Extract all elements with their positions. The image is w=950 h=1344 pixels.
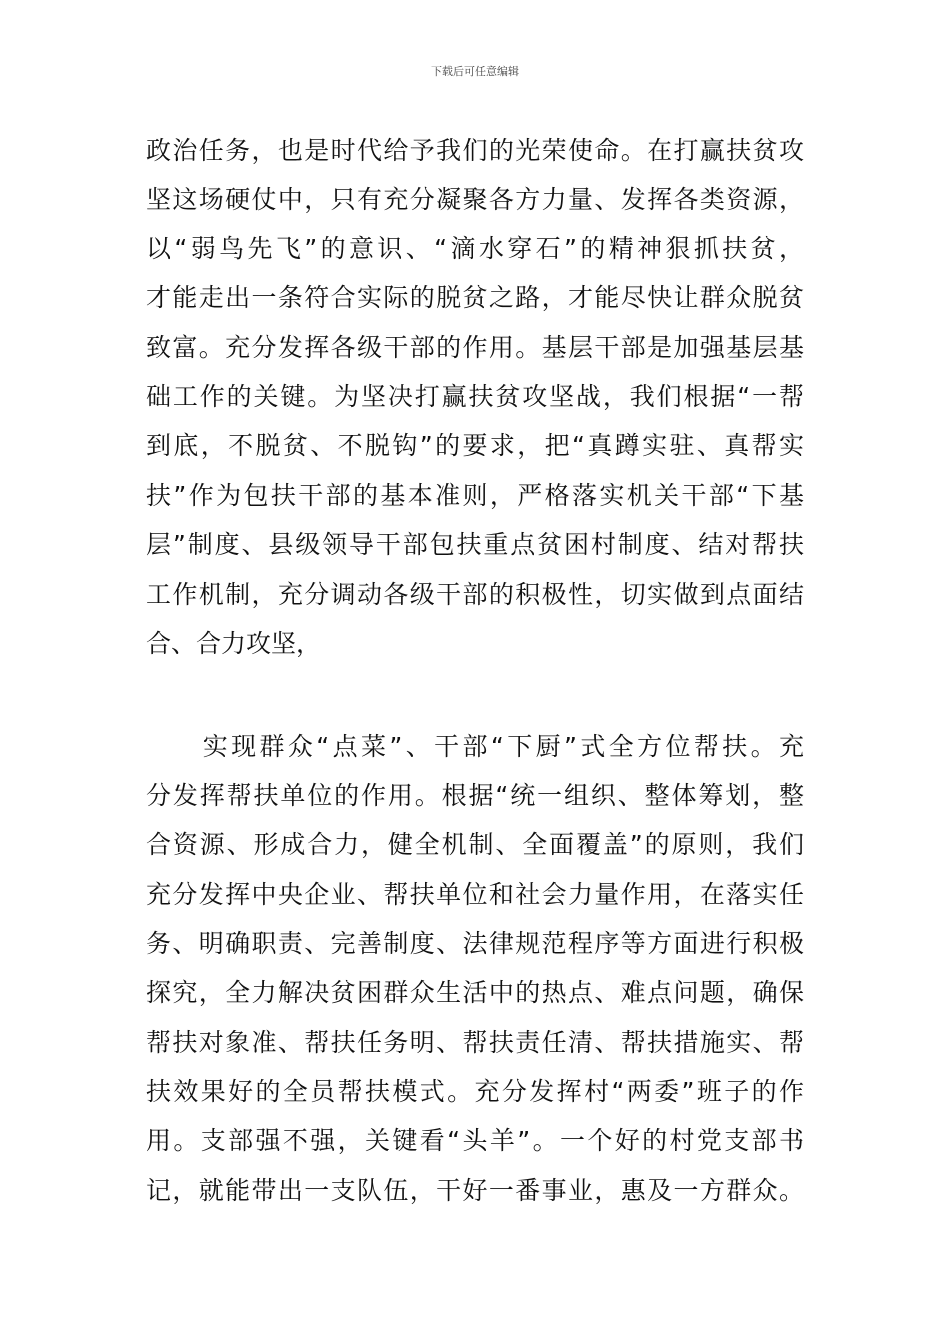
text-line: 政治任务，也是时代给予我们的光荣使命。在打赢扶贫攻: [146, 136, 804, 165]
text-line: 层”制度、县级领导干部包扶重点贫困村制度、结对帮扶: [146, 530, 804, 559]
text-line: 分发挥帮扶单位的作用。根据“统一组织、整体筹划，整: [146, 781, 804, 810]
text-line: 用。支部强不强，关键看“头羊”。一个好的村党支部书: [146, 1126, 804, 1155]
text-line: 充分发挥中央企业、帮扶单位和社会力量作用，在落实任: [146, 880, 804, 909]
text-line: 才能走出一条符合实际的脱贫之路，才能尽快让群众脱贫: [146, 283, 804, 312]
text-line: 扶”作为包扶干部的基本准则，严格落实机关干部“下基: [146, 481, 804, 510]
text-line: 实现群众“点菜”、干部“下厨”式全方位帮扶。充: [146, 732, 804, 761]
text-line: 记，就能带出一支队伍，干好一番事业，惠及一方群众。: [146, 1176, 804, 1205]
text-line: 础工作的关键。为坚决打赢扶贫攻坚战，我们根据“一帮: [146, 382, 804, 411]
page-header: 下载后可任意编辑: [431, 65, 519, 78]
text-line: 探究，全力解决贫困群众生活中的热点、难点问题，确保: [146, 978, 804, 1007]
text-line: 扶效果好的全员帮扶模式。充分发挥村“两委”班子的作: [146, 1077, 804, 1106]
text-line: 坚这场硬仗中，只有充分凝聚各方力量、发挥各类资源，: [146, 185, 804, 214]
text-line: 合资源、形成合力，健全机制、全面覆盖”的原则，我们: [146, 830, 804, 859]
text-line: 到底，不脱贫、不脱钩”的要求，把“真蹲实驻、真帮实: [146, 431, 804, 460]
text-line: 工作机制，充分调动各级干部的积极性，切实做到点面结: [146, 580, 804, 609]
text-line: 帮扶对象准、帮扶任务明、帮扶责任清、帮扶措施实、帮: [146, 1028, 804, 1057]
text-line: 致富。充分发挥各级干部的作用。基层干部是加强基层基: [146, 333, 804, 362]
text-line: 以“弱鸟先飞”的意识、“滴水穿石”的精神狠抓扶贫，: [146, 234, 804, 263]
text-line: 务、明确职责、完善制度、法律规范程序等方面进行积极: [146, 929, 804, 958]
text-line: 合、合力攻坚，: [146, 629, 322, 658]
